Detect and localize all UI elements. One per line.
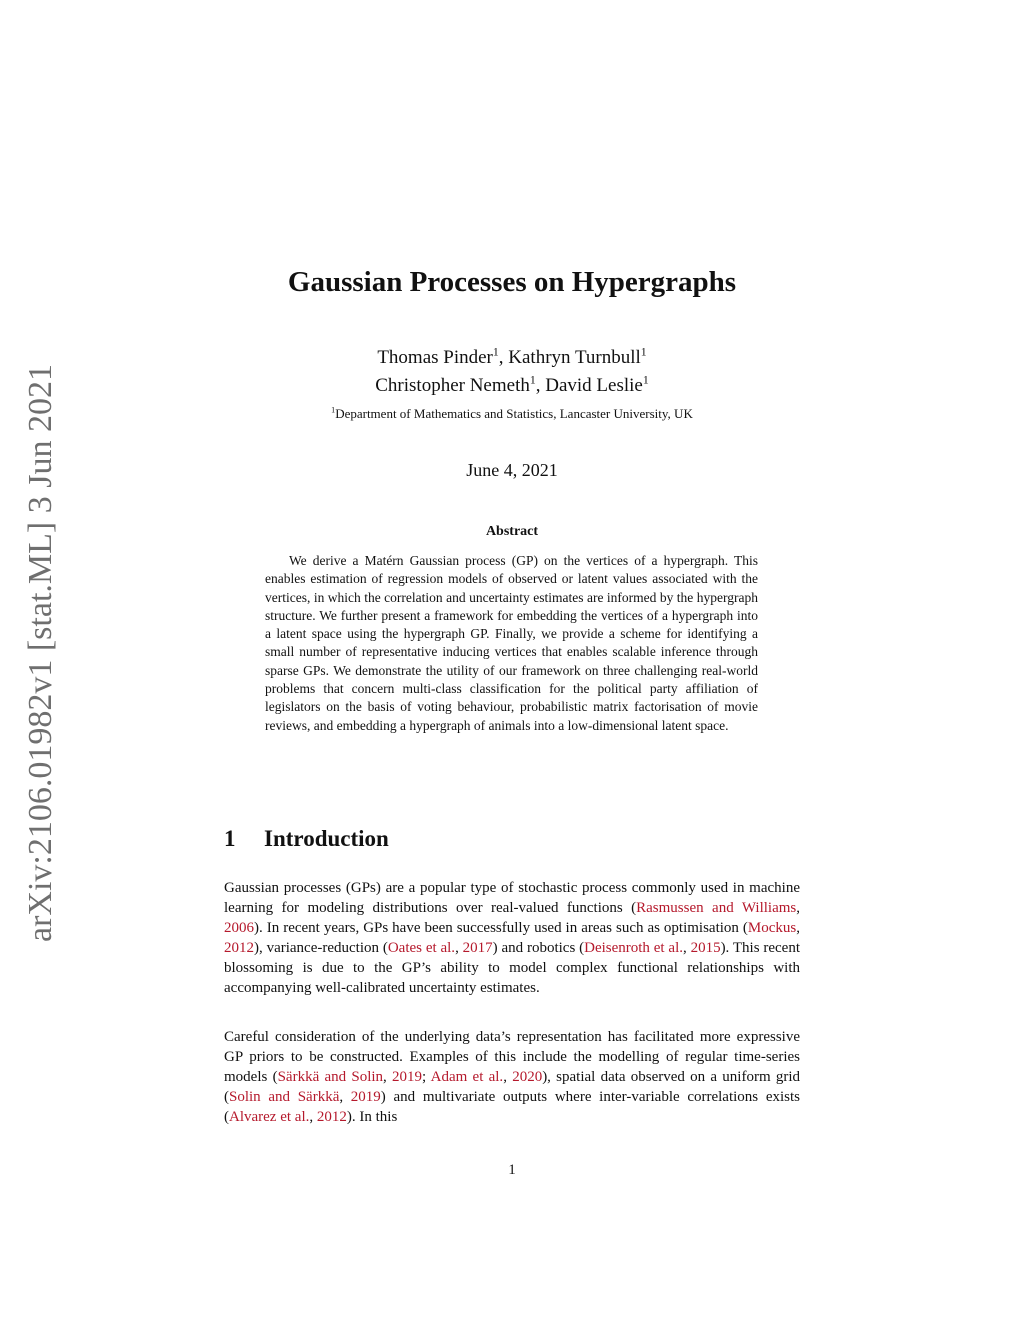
citation-year-link[interactable]: 2017 [462,940,493,956]
paragraph-text: , [309,1109,317,1125]
citation-link[interactable]: Deisenroth et al. [584,940,683,956]
citation-year-link[interactable]: 2012 [316,1109,347,1125]
section-title: Introduction [264,826,389,851]
author-name: Thomas Pinder [377,347,493,368]
citation-year-link[interactable]: 2006 [224,920,254,936]
paragraph-text: , [796,920,800,936]
paragraph-text: ). In recent years, GPs have been successfully used in areas such as optimisation ( [254,920,748,936]
paragraph-text: , [339,1089,351,1105]
author-separator: , [535,375,546,396]
intro-paragraph-2 [224,1027,800,1127]
author-affil-marker: 1 [640,345,647,359]
author-list [0,344,1024,400]
paragraph-text: Careful consideration of the underlying data’s representation has facilitated more expressive GP priors to be constructed. Examples of this include the modelling of regular time-series models ( [224,1029,800,1085]
citation-link[interactable]: Särkkä and Solin [277,1069,384,1085]
citation-year-link[interactable]: 2015 [690,940,721,956]
citation-year-link[interactable]: 2019 [392,1069,423,1085]
paragraph-text: , [503,1069,513,1085]
paragraph-text: , [383,1069,393,1085]
citation-link[interactable]: Alvarez et al. [229,1109,310,1125]
paragraph-text: ), variance-reduction ( [254,940,388,956]
abstract-heading: Abstract [485,524,539,539]
author-line-1 [0,344,1024,372]
abstract-body: We derive a Matérn Gaussian process (GP) on the vertices of a hypergraph. This enables estimation of regression models of observed or latent values associated with the vertices, in which the correlation and uncertainty estimates are informed by the hypergraph structure. We further present a framework for embedding the vertices of a hypergraph into a latent space using the hypergraph GP. Finally, we provide a scheme for identifying a small number of representative inducing vertices that enables scalable inference through sparse GPs. We demonstrate the utility of our framework on three challenging real-world problems that concern multi-class classification for the political party affiliation of legislators on the basis of voting behaviour, probabilistic matrix factorisation of movie reviews, and embedding a hypergraph of animals into a low-dimensional latent space. [265,553,758,733]
affiliation [0,406,1024,422]
citation-year-link[interactable]: 2019 [350,1089,381,1105]
citation-link[interactable]: Adam et al. [430,1069,504,1085]
author-affil-marker: 1 [642,373,649,387]
paper-title: Gaussian Processes on Hypergraphs [287,266,737,298]
citation-link[interactable]: Solin and Särkkä [229,1089,340,1105]
author-affil-marker: 1 [492,345,499,359]
section-number: 1 [224,826,236,851]
paragraph-text: ) and multivariate outputs where inter-variable correlations exists ( [224,1089,800,1125]
arxiv-identifier-stamp: arXiv:2106.01982v1 [stat.ML] 3 Jun 2021 [22,364,59,942]
citation-link[interactable]: Rasmussen and Williams [636,900,797,916]
page-number: 1 [508,1162,516,1178]
affiliation-marker: 1 [331,405,336,415]
paragraph-text: ; [422,1069,431,1085]
paragraph-text: ). This recent blossoming is due to the GP’s ability to model complex functional relationships with accompanying well-calibrated uncertainty estimates. [224,940,800,996]
paragraph-text: , [682,940,691,956]
intro-paragraph-1 [224,878,800,998]
citation-year-link[interactable]: 2020 [512,1069,543,1085]
paragraph-text: ), spatial data observed on a uniform grid ( [224,1069,801,1105]
author-name: David Leslie [545,375,643,396]
citation-link[interactable]: Mockus [747,920,797,936]
section-heading [224,826,389,852]
paragraph-text: Gaussian processes (GPs) are a popular type of stochastic process commonly used in machine learning for modeling distributions over real-valued functions ( [224,880,800,916]
citation-year-link[interactable]: 2012 [224,940,254,956]
citation-link[interactable]: Oates et al. [387,940,456,956]
affiliation-text: Department of Mathematics and Statistics, Lancaster University, UK [335,406,693,421]
author-affil-marker: 1 [529,373,536,387]
paragraph-text: ) and robotics ( [492,940,585,956]
author-line-2 [0,372,1024,400]
paragraph-text: , [455,940,463,956]
author-separator: , [498,347,509,368]
author-name: Kathryn Turnbull [508,347,641,368]
paragraph-text: ). In this [346,1109,398,1125]
publication-date: June 4, 2021 [466,460,558,480]
author-name: Christopher Nemeth [375,375,530,396]
paragraph-text: , [796,900,800,916]
